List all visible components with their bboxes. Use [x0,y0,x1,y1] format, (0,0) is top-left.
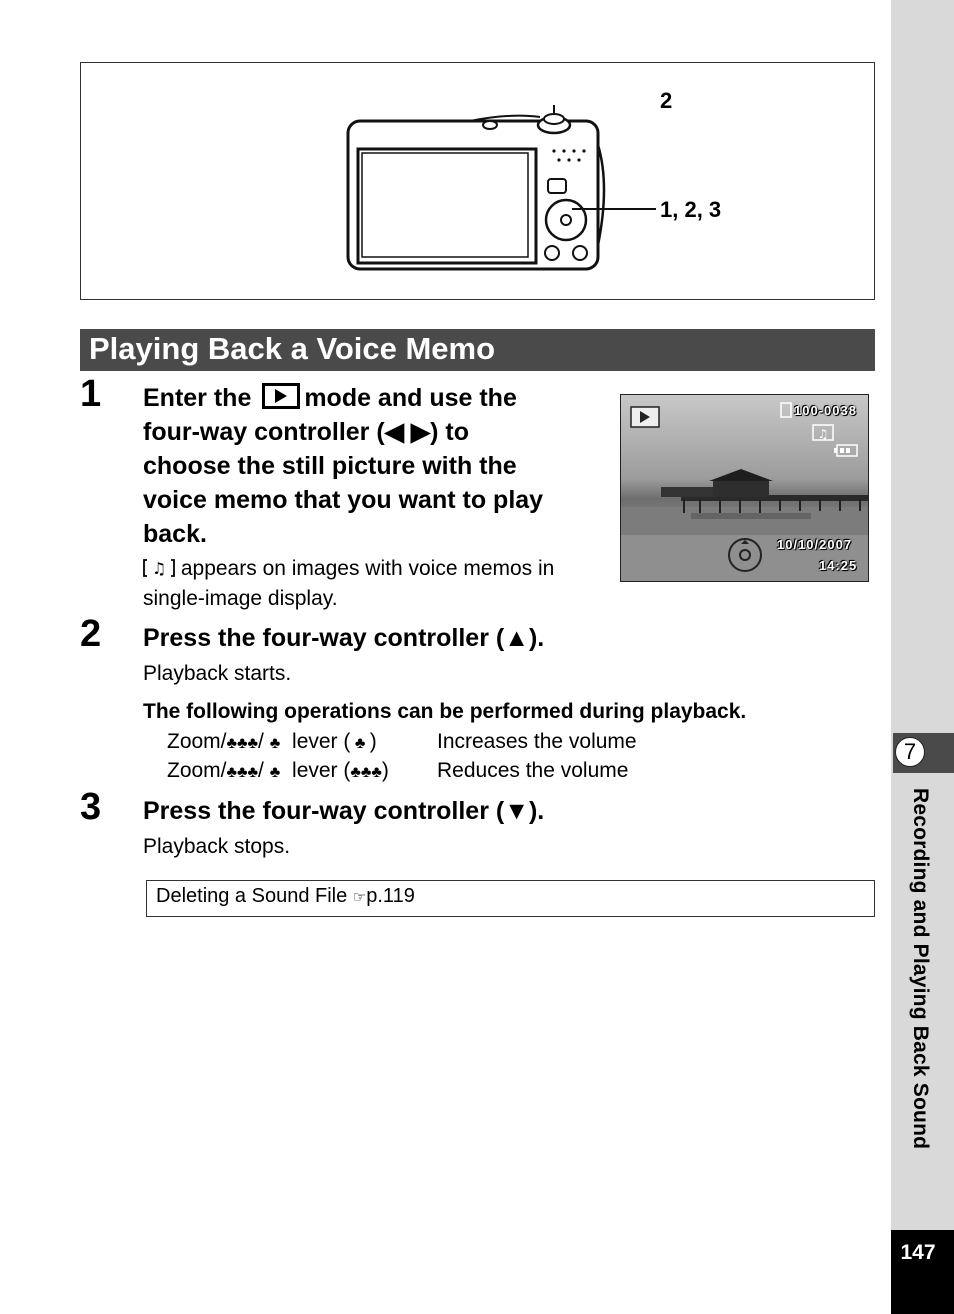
down-arrow-icon: ▼ [504,797,529,825]
wide-zoom-icon: ♣♣♣ [226,735,259,752]
operation-row: Zoom/♣♣♣/ ♣ lever ( ♣ ) [167,730,377,753]
pier-photo [621,395,868,581]
step-1-note: ♫ appears on images with voice memos in single-image display. [143,557,555,610]
callout-shutter: 2 [660,88,673,113]
callout-controller: 1, 2, 3 [660,197,722,222]
operation-increase-volume: Increases the volume [437,730,637,753]
chapter-number: 7 [895,737,925,767]
up-arrow-icon: ▲ [504,624,529,652]
left-right-arrow-icon: ◀ ▶ [384,418,431,446]
step-1-heading: Enter the mode and use the four-way controller (◀ ▶) to choose the still picture with the voice memo that you want to play back. [143,384,544,548]
page-number: 147 [900,1241,936,1264]
step-1-number: 1 [80,373,102,415]
reference-link[interactable]: Deleting a Sound File ☞p.119 [156,885,415,907]
lcd-time: 14:25 [819,558,858,573]
step-2-result: Playback starts. [143,662,292,685]
chapter-title: Recording and Playing Back Sound [909,788,932,1150]
tele-zoom-icon: ♣ [350,735,370,752]
lcd-file-number: 100-0038 [794,403,857,418]
operation-row: Zoom/♣♣♣/ ♣ lever (♣♣♣) [167,759,389,782]
playback-mode-icon [262,383,300,409]
tele-zoom-icon: ♣ [269,764,281,781]
page-reference-icon: ☞ [352,889,367,906]
step-2-heading: Press the four-way controller (▲). [143,624,545,652]
voice-memo-icon [143,557,175,579]
step-3-number: 3 [80,786,102,828]
wide-zoom-icon: ♣♣♣ [226,764,259,781]
operations-heading: The following operations can be performed during playback. [143,700,747,723]
step-2-number: 2 [80,613,102,655]
camera-illustration [340,105,670,277]
operation-reduce-volume: Reduces the volume [437,759,629,782]
lcd-playback-screen [620,394,869,582]
svg-text:♫: ♫ [817,427,829,441]
tele-zoom-icon: ♣ [269,735,281,752]
lcd-date: 10/10/2007 [777,537,853,552]
wide-zoom-icon: ♣♣♣ [350,764,382,781]
section-title: Playing Back a Voice Memo [89,331,496,366]
svg-text:♫: ♫ [151,559,167,578]
step-3-heading: Press the four-way controller (▼). [143,797,545,825]
step-3-result: Playback stops. [143,835,291,858]
